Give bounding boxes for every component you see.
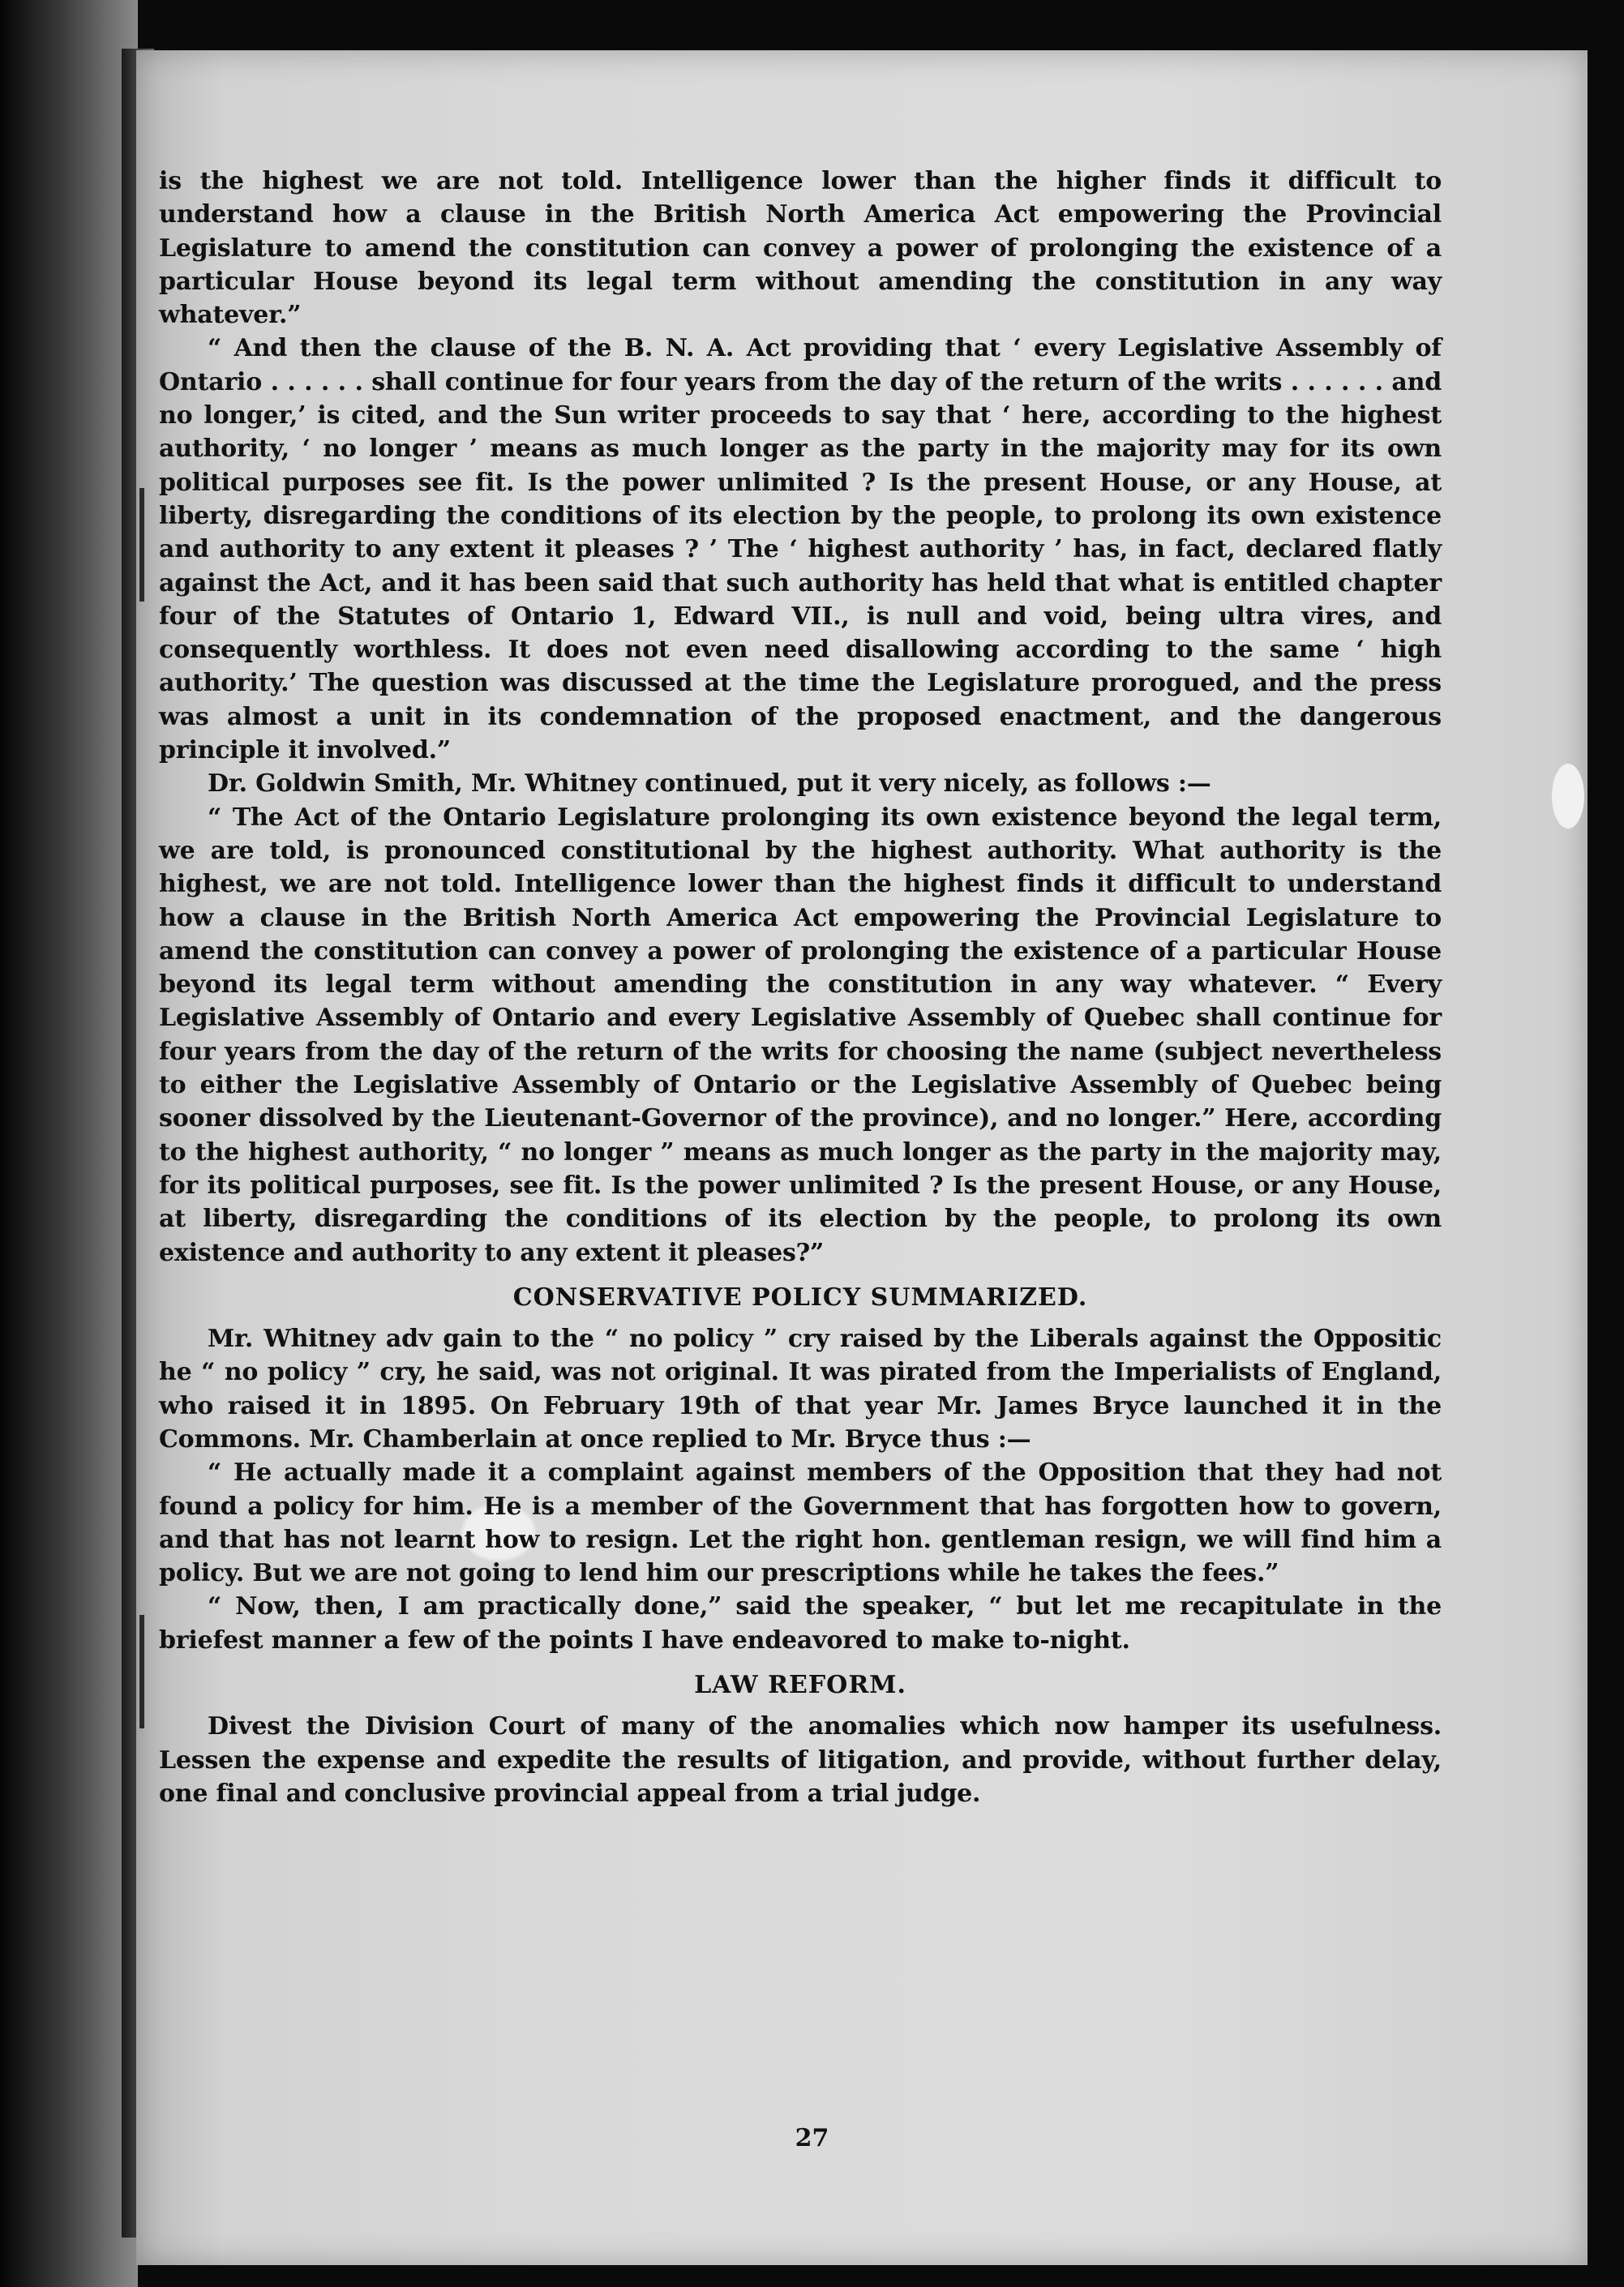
paragraph: “ And then the clause of the B. N. A. Act providing that ‘ every Legislative Assembly of Ontario . . . . . . shall continue for four years from the day of the return of the writs . . . . . . and no longer,’ is cited, and the Sun writer proceeds to say that ‘ here, according to the highest authority, ‘ no longer ’ means as much longer as the party in the majority may for its own political purposes see fit. Is the power unlimited ? Is the present House, or any House, at liberty, disregarding the conditions of its election by the people, to prolong its own existence and authority to any extent it pleases ? ’ The ‘ highest authority ’ has, in fact, declared flatly against the Act, and it has been said that such authority has held that what is entitled chapter four of the Statutes of Ontario 1, Edward VII., is null and void, being ultra vires, and consequently worthless. It does not even need disallowing according to the same ‘ high authority.’ The question was discussed at the time the Legislature prorogued, and the press was almost a unit in its condemnation of the proposed enactment, and the dangerous principle it involved.” — [159, 334, 1442, 765]
section-heading: LAW REFORM. — [694, 1671, 906, 1700]
body-text — [159, 165, 1442, 1810]
paragraph: “ The Act of the Ontario Legislature prolonging its own existence beyond the legal term, we are told, is pronounced constitutional by the highest authority. What authority is the highest, we are not told. Intelligence lower than the highest finds it difficult to understand how a clause in the British North America Act empowering the Provincial Legislature to amend the constitution can convey a power of prolonging the existence of a particular House beyond its legal term without amending the constitution in any way whatever. “ Every Legislative Assembly of Ontario and every Legislative Assembly of Quebec shall continue for four years from the day of the return of the writs for choosing the name (subject nevertheless to either the Legislative Assembly of Ontario or the Legislative Assembly of Quebec being sooner dissolved by the Lieutenant-Governor of the province), and no longer.” Here, according to the highest authority, “ no longer ” means as much longer as the party in the majority may, for its political purposes, see fit. Is the power unlimited ? Is the present House, or any House, at liberty, disregarding the conditions of its election by the people, to prolong its own existence and authority to any extent it pleases?” — [159, 803, 1442, 1267]
section-heading: CONSERVATIVE POLICY SUMMARIZED. — [512, 1283, 1088, 1312]
page-number: 27 — [795, 2124, 829, 2152]
paragraph: Mr. Whitney adv gain to the “ no policy ” cry raised by the Liberals against the Oppositic he “ no policy ” cry, he said, was not original. It was pirated from the Imperialists of England, who raised it in 1895. On February 19th of that year Mr. James Bryce launched it in the Commons. Mr. Chamberlain at once replied to Mr. Bryce thus :— — [159, 1325, 1442, 1454]
book-left-edge — [0, 0, 138, 2287]
paragraph: Dr. Goldwin Smith, Mr. Whitney continued, put it very nicely, as follows :— — [208, 769, 1211, 799]
paragraph: Divest the Division Court of many of the anomalies which now hamper its usefulness. Lessen the expense and expedite the results of litigation, and provide, without further delay, one final and conclusive provincial appeal from a trial judge. — [159, 1712, 1442, 1808]
staple-mark — [139, 488, 144, 602]
paper-damage — [1552, 764, 1584, 829]
staple-mark — [139, 1615, 144, 1728]
paragraph: “ Now, then, I am practically done,” said the speaker, “ but let me recapitulate in the briefest manner a few of the points I have endeavored to make to-night. — [159, 1592, 1442, 1655]
paragraph: is the highest we are not told. Intelligence lower than the higher finds it difficult to understand how a clause in the British North America Act empowering the Provincial Legislature to amend the constitution can convey a power of prolonging the existence of a particular House beyond its legal term without amending the constitution in any way whatever.” — [159, 167, 1442, 330]
paragraph: “ He actually made it a complaint against members of the Opposition that they had not found a policy for him. He is a member of the Government that has forgotten how to govern, and that has not learnt how to resign. Let the right hon. gentleman resign, we will find him a policy. But we are not going to lend him our prescriptions while he takes the fees.” — [159, 1458, 1442, 1588]
